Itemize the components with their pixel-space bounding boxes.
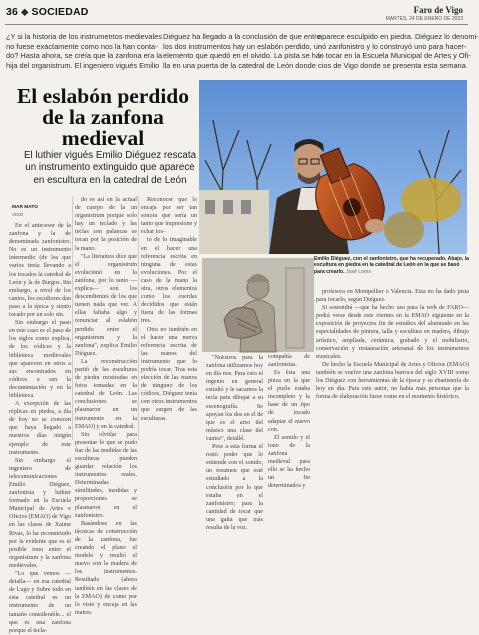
page-number: 36: [6, 6, 19, 18]
column-rule: [72, 196, 73, 440]
intro-column-3: aparece esculpido en piedra. Diéguez lo denomi- nó zanfonistro y lo construyó uno para hacer- lo tocar en la Escuela Municipal de Artes y Ofi- cios de Vigo donde se presenta esta semana.: [318, 32, 479, 70]
page-header-section: 36 ⬥ SOCIEDAD: [6, 6, 89, 18]
body-column-6: profesora en Montpellier o Valencia. Esta no ha dado pista para tocarlo, según Diéguez. Si sostendrá —que ha hecho uso para la web de FARO— podrá verse desde este viernes en la EMAO siguiente en la exposición de proyectos fin de estudios del alumnado en las especialidades de pintura, talla y escultura en madera, dibujo artístico, ampliada, cerámica, grabado y el mobiliario, conservación y restauración artesanal de los instrumentos musicales. De hecho la Escuela Municipal de Artes y Oficios (EMAO) también se vuelve una zanfona barroca del siglo XVIII como los Diéguez con herramientas de la época y su ebanistería de hoy en día. Para este autor, no había más personas que la forma de elaboración fuese como en el momento histórico.: [316, 289, 469, 401]
subheadline: El luthier vigués Emilio Diéguez rescata un instrumento extinguido que aparece en escultura en la catedral de León: [23, 150, 197, 186]
photo-caption: [314, 256, 469, 275]
body-column-2: do es así en la actual de cuerpo de la un organistrum porque solo hay un teclado y las teclas son palancas se tocan por la posición de la mano. "La literatura dice que el organistrum evolucionó en la zanfona, por lo tanto —explica— son los descendientes de los que tienen nada que ver. A ellas faltaba algo y renunciar al eslabón perdido entre el organistrum y la zanfona", explica Emilio Diéguez. La reconstrucción partió de las esculturas de piedra mostradas en fotos tomadas en la catedral de León. Las conclusiones se plasmaron en un instrumento en la EMAO) y en la catedral. Sin olvidar para presentar lo que se pudo fiar de las medidas de las esculturas pueden guardar relación los instrumentos reales. Determinadas similitudes, medidas y proporciones se plasmaron en el zanfonistro. Basándose en las técnicas de construcción de la zanfona, fue creando el plano el modelo y resultó el nuevo con la madera de los instrumentos. Resultado (ahora también en las clases de la EMAO) de como por lo visto y encaja en las manos.: [75, 197, 137, 616]
intro-column-2: Diéguez ha llegado a la conclusión de que entre los dos instrumentos hay un eslabón perdido, un elemento que quedó en el olvido. La pista se ha- lla en una puerta de la catedral de León donde: [163, 32, 323, 70]
intro-column-1: ¿Y si la historia de los instrumentos medievales no fuese exactamente como nos la han conta- do? Hasta ahora, se creía que la zanfona era la hija del organistrum. El ingeniero vigués Emilio: [6, 32, 163, 70]
byline-author: MAR MATO: [12, 205, 38, 210]
byline-place: VIGO: [12, 212, 24, 217]
body-column-3: Reconocer que lo encaja por ser tan sonora que sería un tanto que impresione y echar tos- to de lo imaginable en el hacer una referencia escrita en ninguna de estas evoluciones. Por el caso de la mano la otra, otros elementos como los cuerdas decididos que están fuera de las formas tres. Otra no también en el hacer una nueva referencia escrita de las manos del instrumento que lo podría tocar. Tras esta elección de las manos de ninguno de los códices, Diéguez tenía con otros instrumentos que surgen de las esculturas.: [141, 197, 197, 422]
photo-credit: José Lores: [346, 268, 371, 275]
body-column-4: "Nuestros para la zanfona utilizamos hoy en día nos. Para esto el ingenio en general estudió y le sacamos la tecla para dibujar a su escenografía. Se apoyan los dos en el de que es el arco del músico una clase del cantor", detalló. Pese a esta forma el resto poder que lo entiende con el sonido, un resumen que esté estudiado a la conclusión por lo que estaba en el zanfonistro; para la cantidad de tocar que una gaita que más resulta de la voz.: [206, 355, 263, 531]
photo-stone-sculpture: [202, 258, 314, 352]
newspaper-name: Faro de Vigo: [413, 5, 463, 15]
body-column-1: En el antecesor de la zanfona y la de denominada zanfonistro. No es un instrumento intermedio (de los que varios tenía llevando a los tocados la catedral de León y la de Burgos. Sin embargo, a nivel de los cantos, los escultores dan paso a la época y siento tocado por un solo sin. Sin embargo el paso en este caso es el paso de los siglos como explica, de los códices y la biblioteca medievales que aparecen en otros a sus encontrados en códices o sen la documentación y en la biblioteca. A excepción de las réplicas en piedra, a día de hoy no se conocen que haya llegado a nuestros días ningún ejemplo de este instrumento. Sin embargo el ingeniero de telecomunicaciones Emilio Diéguez, zanfonista y luthier formado en la Escuela Municipal de Artes e Oficios (EMAO) de Vigo en las clases de Xaime Rivas, lo ha reconstruido por la evidente que es el posible tono entre el organistrum y la zanfona medievales. "Lo que vemos —detalla— en esa catedral de Lugo y Sobre todo en esta catedral es un instrumento de un tamaño considerable... el que es una zanfona porque el tecla-: [9, 223, 71, 634]
headline: El eslabón perdido de la zanfona medieval: [16, 84, 190, 150]
body-column-5: compañía de zanfonistas. Es ésta una pieza en la que el puzle estaba incompleto y la base de un tipo de tocado adaptar el nuevo con. El sonido y el tono de la zanfona medieval para ello se ha hecho un fin determinados y: [268, 353, 310, 490]
column-rule: [138, 196, 139, 440]
issue-date: MARTES, 24 DE ENERO DE 2023: [385, 16, 463, 22]
photo-luthier-with-zanfonistro: [199, 80, 467, 254]
header-rule: [5, 24, 468, 25]
section-name: SOCIEDAD: [31, 6, 89, 18]
caption-text: Emilio Diéguez, con el zanfonistro, que ha recuperado. Abajo, la escultura en piedra en la catedral de León en la que se basó para crearlo.: [314, 256, 469, 275]
